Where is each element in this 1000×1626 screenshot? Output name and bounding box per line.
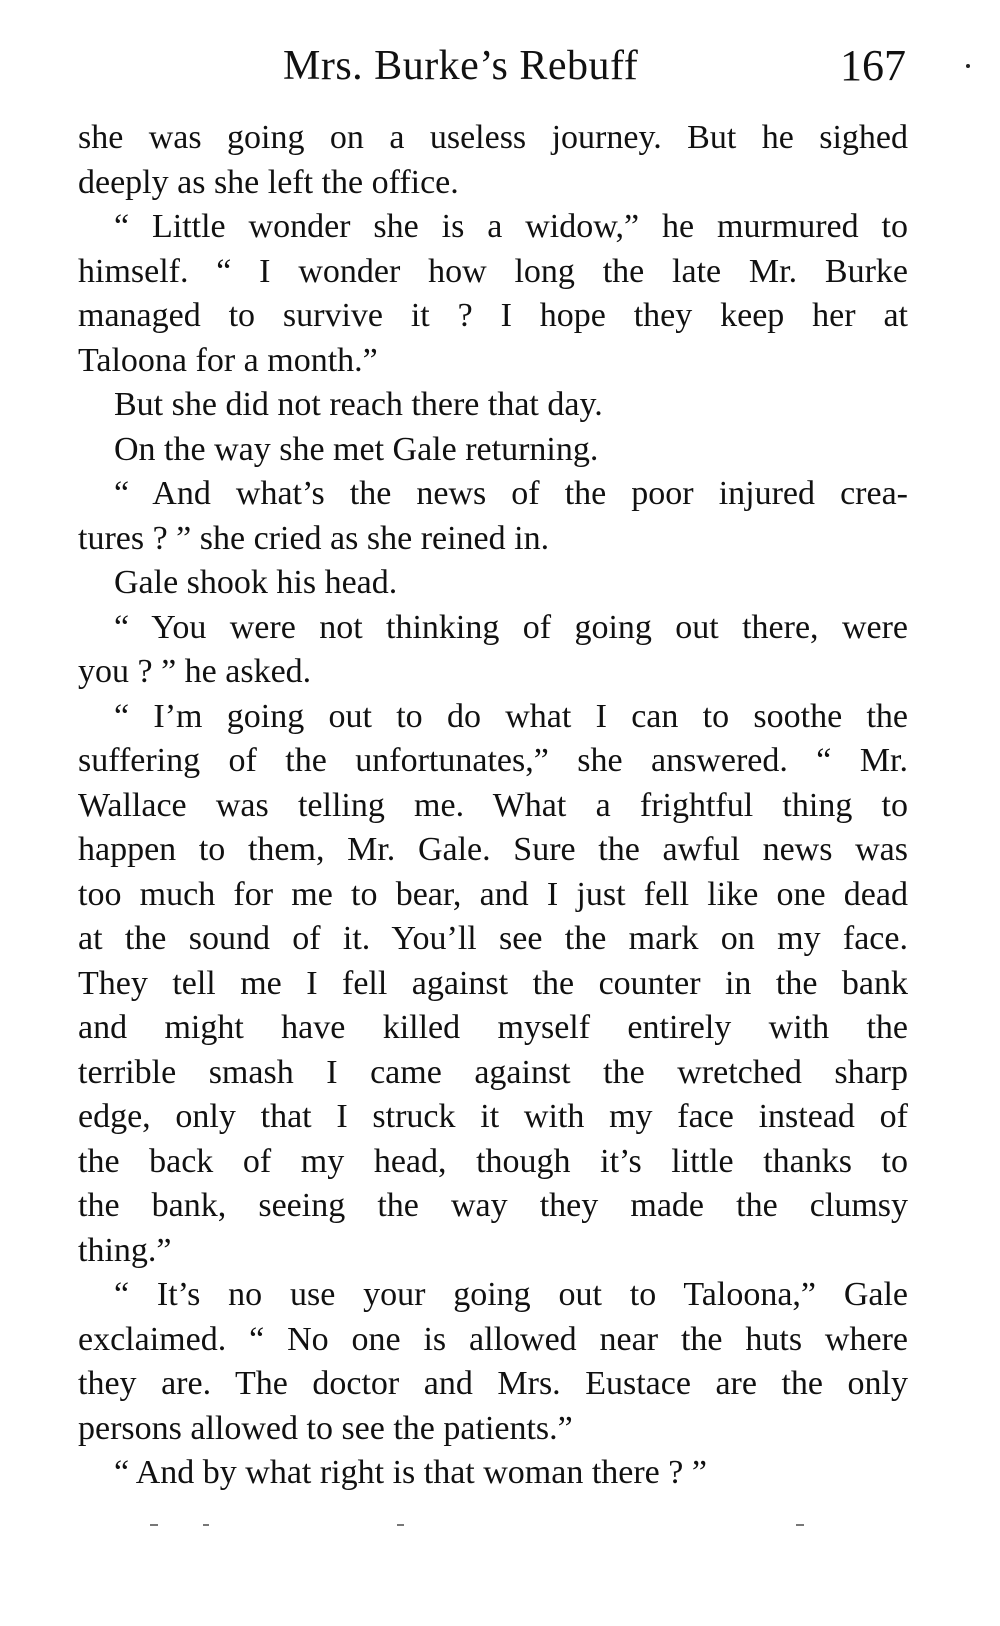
text-line: happen to them, Mr. Gale. Sure the awful news was: [78, 831, 908, 868]
text-line: managed to survive it ? I hope they keep her at: [78, 297, 908, 334]
text-line: But she did not reach there that day.: [114, 386, 603, 423]
text-line: “ And what’s the news of the poor injured crea-: [114, 475, 908, 512]
text-line: Taloona for a month.”: [78, 341, 378, 379]
text-line: and might have killed myself entirely with the: [78, 1009, 908, 1046]
text-line: Gale shook his head.: [114, 564, 398, 601]
text-line: at the sound of it. You’ll see the mark on my face.: [78, 920, 908, 957]
bottom-ink-trace: [203, 1524, 209, 1526]
bottom-ink-trace: [796, 1524, 804, 1526]
text-line: tures ? ” she cried as she reined in.: [78, 519, 550, 557]
text-line: she was going on a useless journey. But he sighed: [78, 119, 908, 156]
text-line: thing.”: [78, 1231, 172, 1269]
text-line: they are. The doctor and Mrs. Eustace are the only: [78, 1365, 908, 1402]
text-line: persons allowed to see the patients.”: [78, 1409, 573, 1447]
text-line: you ? ” he asked.: [78, 653, 312, 690]
text-line: exclaimed. “ No one is allowed near the huts where: [78, 1320, 908, 1358]
text-line: the back of my head, though it’s little thanks to: [78, 1142, 908, 1180]
text-line: Wallace was telling me. What a frightful thing to: [78, 786, 908, 824]
body-text: [78, 116, 908, 1496]
text-line: the bank, seeing the way they made the clumsy: [78, 1187, 908, 1224]
text-line: “ I’m going out to do what I can to soothe the: [114, 697, 908, 735]
text-line: “ Little wonder she is a widow,” he murmured to: [114, 208, 908, 245]
text-line: On the way she met Gale returning.: [114, 430, 599, 468]
text-line: edge, only that I struck it with my face instead of: [78, 1098, 908, 1135]
text-line: himself. “ I wonder how long the late Mr. Burke: [78, 252, 908, 290]
text-line: deeply as she left the office.: [78, 163, 459, 201]
text-line: “ It’s no use your going out to Taloona,” Gale: [114, 1276, 908, 1313]
text-line: They tell me I fell against the counter in the bank: [78, 964, 908, 1002]
margin-mark: [966, 64, 970, 68]
text-line: too much for me to bear, and I just fell like one dead: [78, 875, 908, 913]
bottom-ink-trace: [397, 1524, 404, 1526]
bottom-ink-trace: [150, 1524, 158, 1526]
text-line: suffering of the unfortunates,” she answered. “ Mr.: [78, 742, 908, 779]
running-title: Mrs. Burke’s Rebuff: [283, 43, 639, 89]
text-line: terrible smash I came against the wretched sharp: [78, 1053, 908, 1091]
page-number: 167: [840, 41, 906, 90]
text-line: “ You were not thinking of going out there, were: [114, 608, 908, 646]
text-line: “ And by what right is that woman there ? ”: [114, 1454, 707, 1491]
